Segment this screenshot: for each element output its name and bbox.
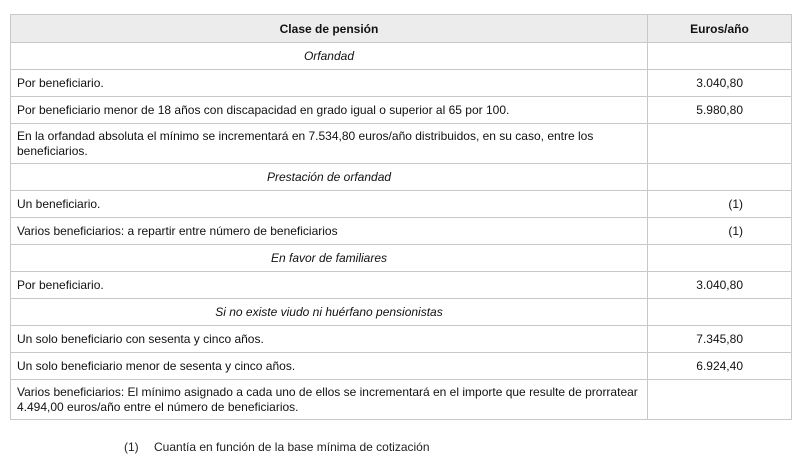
section-label: En favor de familiares [11, 245, 648, 272]
footnote-marker: (1) [124, 440, 139, 454]
row-label: Un solo beneficiario menor de sesenta y cinco años. [11, 353, 648, 380]
row-label: Un solo beneficiario con sesenta y cinco años. [11, 326, 648, 353]
table-row [11, 124, 792, 164]
row-label: Por beneficiario. [11, 70, 648, 97]
row-label: En la orfandad absoluta el mínimo se incrementará en 7.534,80 euros/año distribuidos, en su caso, entre los beneficiarios. [11, 124, 648, 164]
section-row [11, 43, 792, 70]
row-value [648, 124, 792, 164]
table-row [11, 353, 792, 380]
section-empty-cell [648, 43, 792, 70]
section-label: Prestación de orfandad [11, 164, 648, 191]
footnote-text: Cuantía en función de la base mínima de cotización [154, 440, 430, 454]
pension-table-container [10, 14, 791, 420]
table-row [11, 380, 792, 420]
row-label: Por beneficiario. [11, 272, 648, 299]
table-row [11, 191, 792, 218]
footnote [124, 440, 430, 454]
section-empty-cell [648, 245, 792, 272]
table-row [11, 272, 792, 299]
table-row [11, 97, 792, 124]
section-empty-cell [648, 299, 792, 326]
section-row [11, 164, 792, 191]
section-label: Orfandad [11, 43, 648, 70]
row-value: 6.924,40 [648, 353, 792, 380]
table-row [11, 218, 792, 245]
section-row [11, 245, 792, 272]
row-value: 3.040,80 [648, 272, 792, 299]
header-euros-ano: Euros/año [648, 15, 792, 43]
table-header-row [11, 15, 792, 43]
row-value: 5.980,80 [648, 97, 792, 124]
header-clase-pension: Clase de pensión [11, 15, 648, 43]
row-value: 3.040,80 [648, 70, 792, 97]
row-label: Varios beneficiarios: El mínimo asignado a cada uno de ellos se incrementará en el importe que resulte de prorratear 4.494,00 euros/año entre el número de beneficiarios. [11, 380, 648, 420]
section-empty-cell [648, 164, 792, 191]
section-label: Si no existe viudo ni huérfano pensionistas [11, 299, 648, 326]
table-row [11, 70, 792, 97]
row-value: 7.345,80 [648, 326, 792, 353]
row-label: Varios beneficiarios: a repartir entre número de beneficiarios [11, 218, 648, 245]
row-value: (1) [648, 191, 792, 218]
row-value: (1) [648, 218, 792, 245]
table-row [11, 326, 792, 353]
row-label: Un beneficiario. [11, 191, 648, 218]
row-label: Por beneficiario menor de 18 años con discapacidad en grado igual o superior al 65 por 100. [11, 97, 648, 124]
section-row [11, 299, 792, 326]
pension-table [10, 14, 792, 420]
row-value [648, 380, 792, 420]
